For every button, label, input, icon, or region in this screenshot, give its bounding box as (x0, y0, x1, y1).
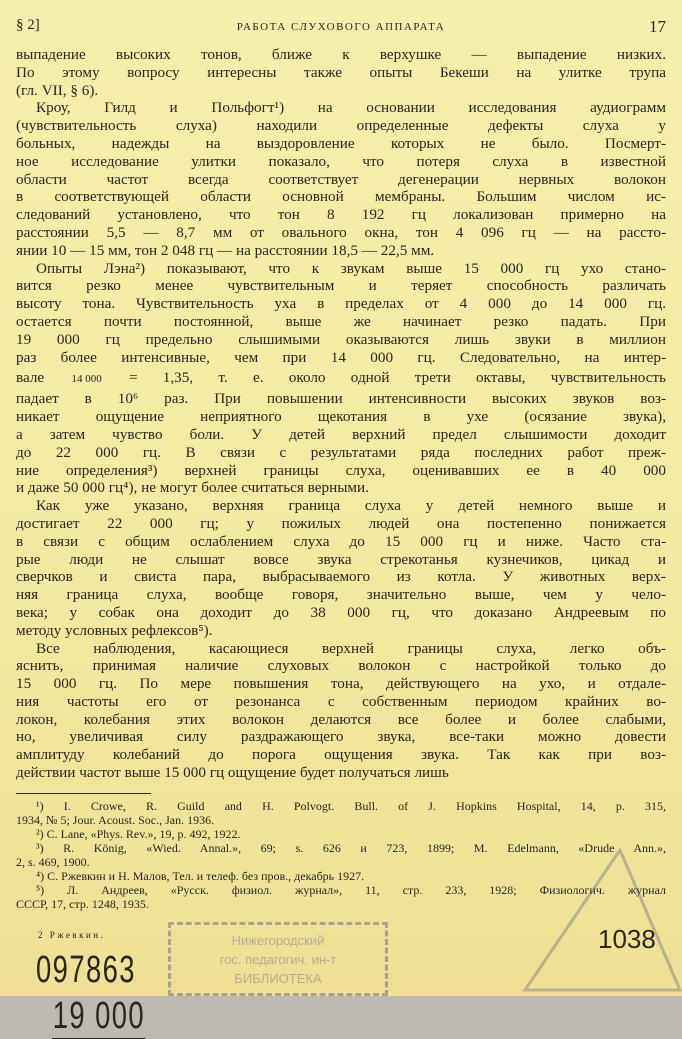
text-fragment: вале (16, 369, 45, 387)
text-line: падает в 10⁶ раз. При повышении интенсивности высоких звуков воз- (16, 390, 666, 408)
denominator: 14 000 (71, 372, 102, 385)
text-line: вится резко менее чувствительным и теряет способность различать (16, 277, 666, 295)
triangle-stamp (520, 845, 682, 995)
text-line: и даже 50 000 гц⁴), не могут более считаться верными. (16, 479, 369, 497)
text-line: Как уже указано, верхняя граница слуха у детей немного выше и (36, 497, 666, 515)
text-line: ние определения³) верхней границы слуха, оценивавших ее в 40 000 (16, 461, 666, 479)
text-line: раз более интенсивные, чем при 14 000 гц. Следовательно, на интер- (16, 348, 666, 366)
running-header (16, 17, 666, 39)
text-line: в связи с общим ослаблением слуха до 15 000 гц и ниже. Часто ста- (16, 532, 666, 550)
section-mark: § 2] (16, 17, 40, 33)
text-line: Кроу, Гилд и Польфогт¹) на основании исследования аудиограмм (36, 99, 666, 117)
text-line: ное исследование улитки показало, что потеря слуха в известной (16, 152, 666, 170)
footnote: СССР, 17, стр. 1248, 1935. (16, 897, 149, 911)
text-fragment: = 1,35, т. е. около одной трети октавы, чувствительность (128, 369, 667, 387)
text-line: расстоянии 5,5 — 8,7 мм от овального окна, тон 4 096 гц — на рассто- (16, 223, 666, 241)
text-line: следований установлено, что тон 8 192 гц локализован примерно на (16, 206, 666, 224)
handwritten-mark: 1038 (598, 924, 656, 954)
signature-mark: 2 Ржевкин. (38, 930, 106, 940)
inventory-number: 097863 (36, 949, 136, 991)
stamp-line: гос. педагогич. ин-т (219, 952, 337, 967)
text-line: но, увеличивая силу раздражающего звука, все-таки можно довести (16, 728, 666, 746)
stamp-line: Нижегородский (231, 933, 325, 948)
text-line: методу условных рефлексов⁵). (16, 621, 213, 639)
footnote-rule (16, 793, 151, 794)
stamp-line: БИБЛИОТЕКА (234, 971, 322, 986)
text-line: няя граница слуха, вообще говоря, значительно выше, чем у чело- (16, 586, 666, 604)
text-line: янии 10 — 15 мм, тон 2 048 гц — на расстоянии 18,5 — 22,5 мм. (16, 241, 435, 259)
text-line: яснить, принимая наличие слуховых волокон с настройкой только до (16, 657, 666, 675)
text-line: высоту тона. Чувствительность уха в пределах от 4 000 до 14 000 гц. (16, 295, 666, 313)
text-line: Опыты Лэна²) показывают, что к звукам выше 15 000 гц ухо стано- (36, 259, 666, 277)
footnote: ⁴) С. Ржевкин и Н. Малов, Тел. и телеф. без пров., декабрь 1927. (36, 869, 365, 883)
text-line: 15 000 гц. По мере повышения тона, действующего на ухо, и отдале- (16, 675, 666, 693)
text-line: сверчков и свиста пара, выбрасываемого из котла. У животных верх- (16, 568, 666, 586)
footnote: ³) R. König, «Wied. Annal.», 69; s. 626 и 723, 1899; M. Edelmann, «Drude Ann.», (36, 841, 666, 855)
text-line: рые люди не слышат вовсе звука стрекотанья кузнечиков, цикад и (16, 550, 666, 568)
text-line: области частот всегда соответствует дегенерации нервных волокон (16, 170, 666, 188)
text-line: выпадение высоких тонов, ближе к верхушке — выпадение низких. (16, 46, 666, 63)
text-line: Все наблюдения, касающиеся верхней границы слуха, легко объ- (36, 639, 666, 657)
text-line: остается почти постоянной, выше же начинает резко падать. При (16, 312, 666, 330)
text-line: (гл. VII, § 6). (16, 81, 99, 99)
footnote: ²) C. Lane, «Phys. Rev.», 19, p. 492, 1922. (36, 827, 241, 841)
footnote: ¹) I. Crowe, R. Guild and H. Polvogt. Bull. of J. Hopkins Hospital, 14, p. 315, (36, 799, 666, 813)
text-line: достигает 22 000 гц; у пожилых людей она постепенно понижается (16, 514, 666, 532)
text-line: амплитуду колебаний до порога ощущения звука. Так как при воз- (16, 746, 666, 764)
numerator: 19 000 (52, 995, 146, 1037)
library-stamp (168, 922, 388, 996)
page-number: 17 (649, 17, 666, 36)
text-line: По этому вопросу интересны также опыты Бекеши на улитке трупа (16, 63, 666, 81)
text-line: никает ощущение неприятного щекотания в ухе (осязание звука), (16, 408, 666, 426)
text-line: до 22 000 гц. В связи с результатами ряда последних работ преж- (16, 443, 666, 461)
text-line: в соответствующей области основной мембраны. Большим числом ис- (16, 188, 666, 206)
footnote: 1934, № 5; Jour. Acoust. Soc., Jan. 1936. (16, 813, 215, 827)
text-line: действии частот выше 15 000 гц ощущение будет получаться лишь (16, 764, 449, 782)
footnote: 2, s. 469, 1900. (16, 855, 90, 869)
text-line: ния частоты его от резонанса с собственным периодом крайних во- (16, 692, 666, 710)
text-line: локон, колебания этих волокон делаются все более и более слабыми, (16, 710, 666, 728)
text-line: больных, надежды на выздоровление которых не было. Посмерт- (16, 134, 666, 152)
text-line: а затем чувство боли. У детей верхний предел слышимости доходит (16, 425, 666, 443)
running-title: РАБОТА СЛУХОВОГО АППАРАТА (236, 21, 446, 33)
text-line: века; у собак она доходит до 38 000 гц, что доказано Андреевым по (16, 603, 666, 621)
footnote: ⁵) Л. Андреев, «Русск. физиол. журнал», 11, стр. 233, 1928; Физиологич. журнал (36, 883, 666, 897)
text-line: 19 000 гц предельно слышимыми оказываются лишь звуки в миллион (16, 330, 666, 348)
text-line: (чувствительность слуха) находили определенные дефекты слуха у (16, 117, 666, 135)
